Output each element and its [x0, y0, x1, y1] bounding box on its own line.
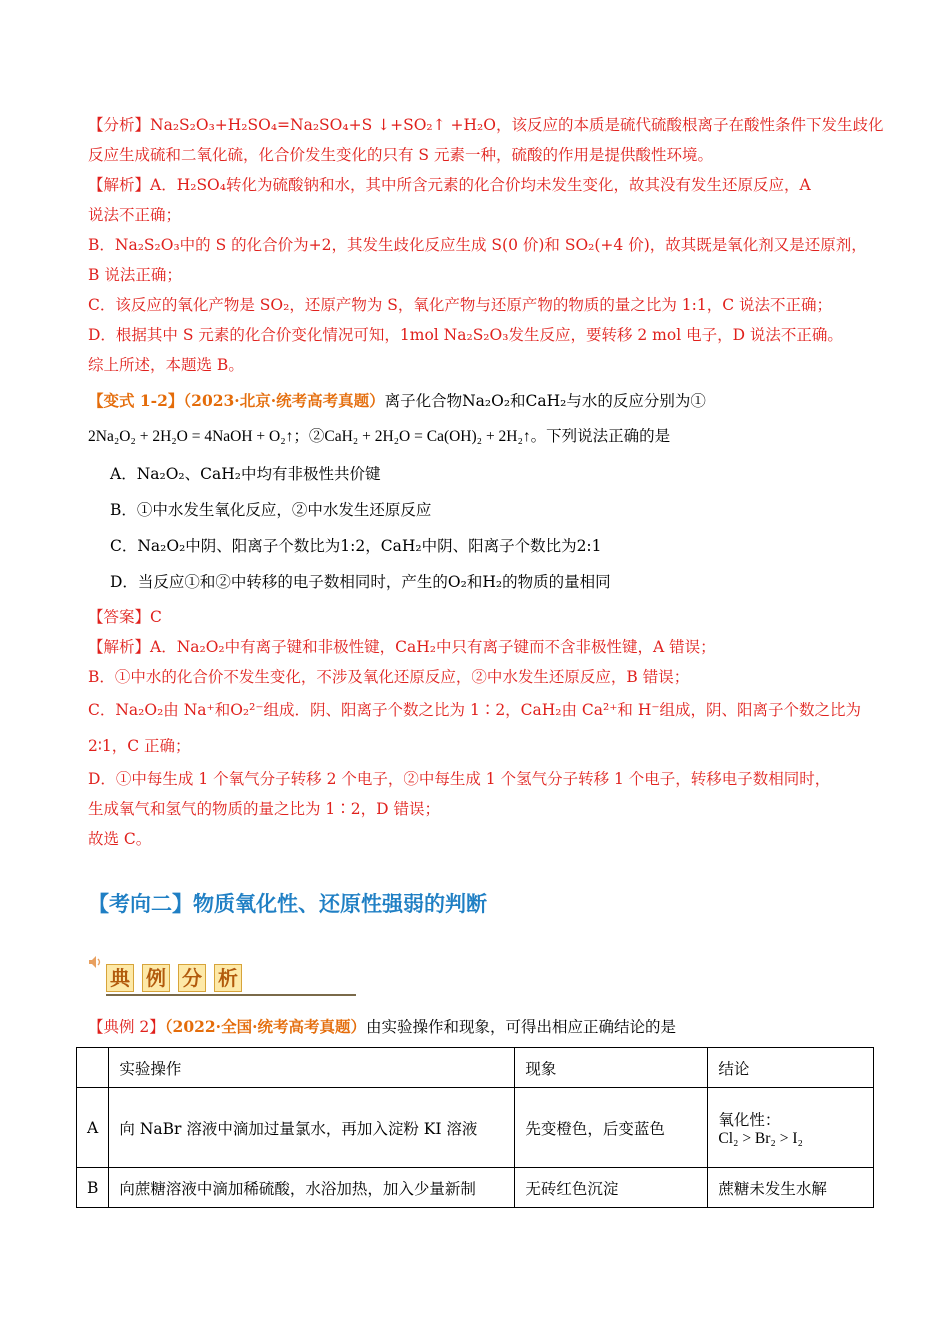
example2-source: （2022·全国·统考高考真题） — [164, 1017, 366, 1036]
row-conclusion — [708, 1088, 874, 1168]
table-row — [77, 1088, 874, 1168]
table-row — [77, 1168, 874, 1208]
row-phenomenon: 先变橙色，后变蓝色 — [515, 1088, 708, 1168]
example2-tag: 【典例 2】 — [88, 1018, 165, 1036]
table-header-row — [77, 1048, 874, 1088]
content-area — [88, 110, 884, 854]
row-label: B — [77, 1168, 109, 1208]
table-header-cell: 实验操作 — [109, 1048, 515, 1088]
option-a: A．Na₂O₂、CaH₂中均有非极性共价键 — [110, 465, 381, 483]
variant-source: （2023·北京·统考高考真题） — [183, 391, 385, 410]
explain1-tag: 【解析】 — [88, 176, 151, 194]
experiment-table — [76, 1047, 874, 1208]
row-operation: 向蔗糖溶液中滴加稀硫酸，水浴加热，加入少量新制 — [109, 1168, 515, 1208]
analysis-line-2: 反应生成硫和二氧化硫，化合价发生变化的只有 S 元素一种，硫酸的作用是提供酸性环境。 — [88, 146, 713, 164]
badge-char-2: 例 — [142, 964, 170, 992]
table-header-cell: 结论 — [708, 1048, 874, 1088]
badge-char-4: 析 — [214, 964, 242, 992]
section-heading: 【考向二】物质氧化性、还原性强弱的判断 — [88, 892, 487, 916]
answer-line — [88, 602, 878, 632]
explain2-c2: 2∶1，C 正确； — [88, 737, 191, 755]
row-phenomenon: 无砖红色沉淀 — [515, 1168, 708, 1208]
option-b: B．①中水发生氧化反应，②中水发生还原反应 — [110, 501, 432, 519]
example2-line — [88, 1015, 676, 1037]
explain1-a2: 说法不正确； — [88, 206, 182, 224]
badge-char-1: 典 — [106, 964, 134, 992]
answer-value: C — [150, 608, 162, 626]
conclusion-title: 氧化性： — [718, 1110, 781, 1129]
explain1-b1: B．Na₂S₂O₃中的 S 的化合价为+2，其发生歧化反应生成 S(0 价)和 SO₂(+4 价)，故其既是氧化剂又是还原剂， — [88, 236, 867, 254]
example-analysis-badge — [92, 958, 282, 1000]
badge-underline — [106, 994, 356, 996]
explain2-d2: 生成氧气和氢气的物质的量之比为 1∶2，D 错误； — [88, 800, 441, 818]
explain1-d: D．根据其中 S 元素的化合价变化情况可知，1mol Na₂S₂O₃发生反应，要转移 2 mol 电子，D 说法不正确。 — [88, 326, 843, 344]
variant-intro: 离子化合物Na₂O₂和CaH₂与水的反应分别为① — [384, 392, 706, 410]
speaker-icon — [88, 954, 104, 973]
variant-tag: 【变式 1-2】 — [88, 391, 184, 410]
row-label: A — [77, 1088, 109, 1168]
table-header-cell: 现象 — [515, 1048, 708, 1088]
table-header-cell — [77, 1048, 109, 1088]
explain1-line-a1 — [88, 170, 878, 200]
explain1-a1: A．H₂SO₄转化为硫酸钠和水，其中所含元素的化合价均未发生变化，故其没有发生还原反应，A — [150, 176, 811, 194]
explain2-d1: D．①中每生成 1 个氧气分子转移 2 个电子，②中每生成 1 个氢气分子转移 1 个电子，转移电子数相同时， — [88, 770, 831, 788]
explain1-c: C．该反应的氧化产物是 SO₂，还原产物为 S，氧化产物与还原产物的物质的量之比为 1:1，C 说法不正确； — [88, 296, 833, 314]
explain2-conclusion: 故选 C。 — [88, 830, 152, 848]
analysis-tag: 【分析】 — [88, 116, 151, 134]
explain1-summary: 综上所述，本题选 B。 — [88, 356, 244, 374]
option-c: C．Na₂O₂中阴、阳离子个数比为1:2，CaH₂中阴、阳离子个数比为2:1 — [110, 537, 602, 555]
badge-char-3: 分 — [178, 964, 206, 992]
explain2-a: A．Na₂O₂中有离子键和非极性键，CaH₂中只有离子键而不含非极性键，A 错误； — [150, 638, 716, 656]
variant-equation: 2Na₂O₂ + 2H₂O = 4NaOH + O₂↑；②CaH₂ + 2H₂O = Ca(OH)₂ + 2H₂↑。下列说法正确的是 — [88, 428, 671, 445]
example2-text: 由实验操作和现象，可得出相应正确结论的是 — [365, 1018, 676, 1036]
variant-line — [88, 386, 878, 416]
explain2-line-a — [88, 632, 878, 662]
row-conclusion: 蔗糖未发生水解 — [708, 1168, 874, 1208]
explain2-c1: C．Na₂O₂由 Na⁺和O₂²⁻组成．阴、阳离子个数之比为 1∶2，CaH₂由 Ca²⁺和 H⁻组成，阴、阳离子个数之比为 — [88, 701, 862, 719]
explain2-tag: 【解析】 — [88, 638, 151, 656]
row-operation: 向 NaBr 溶液中滴加过量氯水，再加入淀粉 KI 溶液 — [109, 1088, 515, 1168]
explain1-b2: B 说法正确； — [88, 266, 182, 284]
conclusion-formula: Cl₂ > Br₂ > I₂ — [718, 1129, 803, 1147]
explain2-b: B．①中水的化合价不发生变化，不涉及氧化还原反应，②中水发生还原反应，B 错误； — [88, 668, 690, 686]
analysis-line-1 — [88, 110, 884, 140]
answer-tag: 【答案】 — [88, 608, 151, 626]
analysis-text-1: Na₂S₂O₃+H₂SO₄=Na₂SO₄+S ↓+SO₂↑ +H₂O，该反应的本质是硫代硫酸根离子在酸性条件下发生歧化 — [150, 116, 884, 134]
option-d: D．当反应①和②中转移的电子数相同时，产生的O₂和H₂的物质的量相同 — [110, 573, 611, 591]
